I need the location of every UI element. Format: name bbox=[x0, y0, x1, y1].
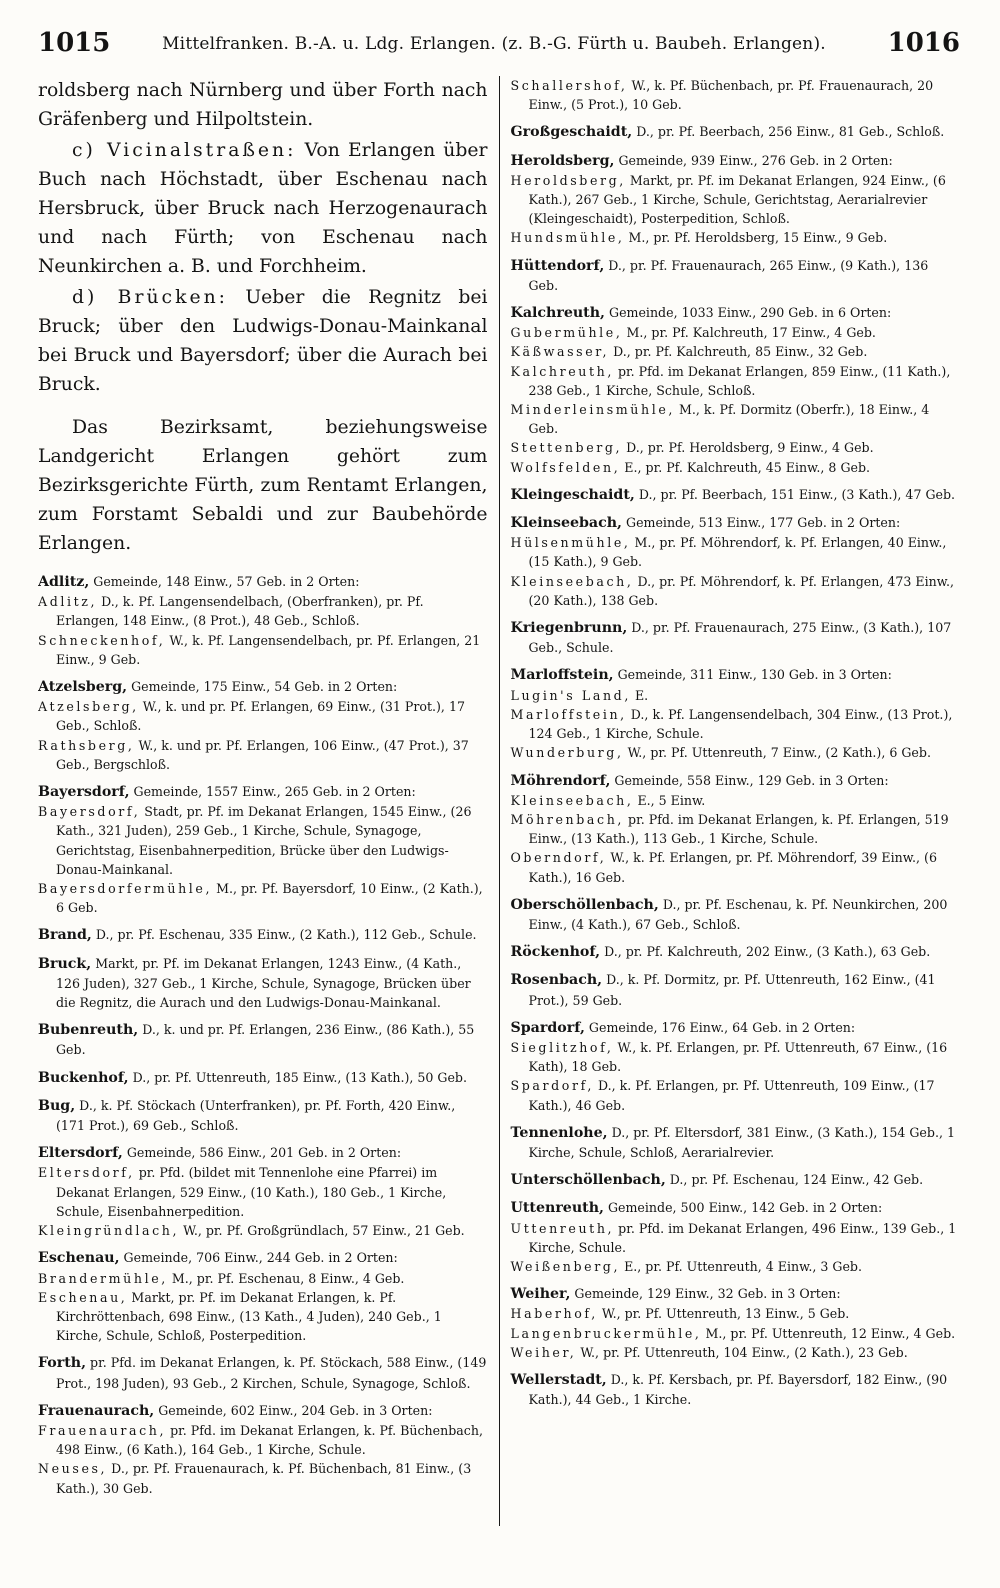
locality-name: Neuses, bbox=[38, 1461, 108, 1477]
locality-line bbox=[511, 686, 961, 705]
gazetteer-entry bbox=[511, 485, 961, 505]
locality-name: Schallershof, bbox=[510, 78, 628, 93]
entry-heading bbox=[38, 1248, 488, 1268]
municipality-name: Tennenlohe, bbox=[510, 1124, 608, 1141]
locality-info: W., k. Pf. Langensendelbach, pr. Pf. Erlangen, 21 Einw., 9 Geb. bbox=[56, 632, 481, 667]
gazetteer-entry bbox=[511, 303, 961, 477]
left-column bbox=[38, 76, 499, 1526]
entry-heading bbox=[38, 572, 488, 592]
locality-name: Kleinseebach, bbox=[510, 792, 634, 808]
entry-heading bbox=[38, 1401, 488, 1421]
municipality-name: Wellerstadt, bbox=[510, 1371, 607, 1388]
municipality-name: Oberschöllenbach, bbox=[510, 896, 659, 913]
gazetteer-entry bbox=[511, 76, 961, 114]
municipality-name: Eltersdorf, bbox=[38, 1145, 123, 1162]
entry-heading bbox=[38, 1096, 488, 1135]
municipality-info: Markt, pr. Pf. im Dekanat Erlangen, 1243 Einw., (4 Kath., 126 Juden), 327 Geb., 1 Kirche, Schule, Synagoge, Brücken über die Regnitz, die Aurach und den Ludwigs-Donau-Mainkanal. bbox=[56, 955, 471, 1011]
locality-name: Lugin's Land, bbox=[510, 687, 631, 703]
entries-left bbox=[38, 572, 488, 1498]
locality-info: E., pr. Pf. Uttenreuth, 4 Einw., 3 Geb. bbox=[620, 1258, 862, 1274]
locality-line bbox=[511, 1257, 961, 1276]
locality-name: Uttenreuth, bbox=[510, 1220, 615, 1236]
entry-heading bbox=[38, 1143, 488, 1163]
locality-info: D., pr. Pf. Möhrendorf, k. Pf. Erlangen, 473 Einw., (20 Kath.), 138 Geb. bbox=[528, 573, 955, 608]
municipality-name: Weiher, bbox=[510, 1286, 571, 1303]
gazetteer-entry bbox=[38, 954, 488, 1013]
locality-line bbox=[511, 458, 961, 477]
entries-right bbox=[511, 76, 961, 1409]
locality-name: Bayersdorf, bbox=[38, 804, 141, 820]
locality-info: W., k. und pr. Pf. Erlangen, 69 Einw., (31 Prot.), 17 Geb., Schloß. bbox=[56, 699, 465, 734]
entry-heading bbox=[511, 1123, 961, 1162]
municipality-name: Bruck, bbox=[38, 955, 92, 972]
locality-name: Minderleinsmühle, bbox=[510, 402, 675, 418]
locality-line bbox=[511, 705, 961, 743]
entry-heading bbox=[511, 485, 961, 505]
locality-info: Stadt, pr. Pf. im Dekanat Erlangen, 1545 Einw., (26 Kath., 321 Juden), 259 Geb., 1 Kirche, Schule, Synagoge, Gerichtstag, Eisenbahnerpedition, Brücke über den Ludwigs-Donau-Mainkanal. bbox=[56, 804, 472, 877]
locality-name: Kleinseebach, bbox=[510, 573, 634, 589]
municipality-info: Gemeinde, 1033 Einw., 290 Geb. in 6 Orten: bbox=[605, 305, 892, 321]
municipality-name: Kleingeschaidt, bbox=[510, 486, 635, 503]
locality-line bbox=[511, 171, 961, 229]
municipality-info: D., k. Pf. Dormitz, pr. Pf. Uttenreuth, 162 Einw., (41 Prot.), 59 Geb. bbox=[528, 972, 936, 1008]
locality-line bbox=[38, 879, 488, 917]
two-column-body bbox=[38, 76, 960, 1526]
municipality-name: Kalchreuth, bbox=[510, 305, 605, 322]
locality-info: E., 5 Einw. bbox=[633, 792, 706, 808]
locality-info: M., pr. Pf. Eschenau, 8 Einw., 4 Geb. bbox=[167, 1270, 405, 1286]
locality-name: Marloffstein, bbox=[510, 706, 627, 722]
entry-heading bbox=[511, 1370, 961, 1409]
entry-heading bbox=[511, 665, 961, 685]
municipality-info: D., pr. Pf. Eltersdorf, 381 Einw., (3 Kath.), 154 Geb., 1 Kirche, Schule, Schloß, Aerarialrevier. bbox=[528, 1124, 955, 1160]
locality-line bbox=[511, 76, 961, 114]
locality-name: Weiher, bbox=[510, 1344, 577, 1360]
locality-name: Eschenau, bbox=[38, 1289, 128, 1305]
gazetteer-entry bbox=[38, 1068, 488, 1088]
locality-info: W., k. Pf. Erlangen, pr. Pf. Uttenreuth, 67 Einw., (16 Kath), 18 Geb. bbox=[528, 1039, 948, 1075]
locality-info: Markt, pr. Pf. im Dekanat Erlangen, k. Pf. Kirchröttenbach, 698 Einw., (13 Kath., 4 Juden), 240 Geb., 1 Kirche, Schule, Schloß, Posterpedition. bbox=[56, 1289, 442, 1344]
locality-info: D., pr. Pf. Frauenaurach, k. Pf. Büchenbach, 81 Einw., (3 Kath.), 30 Geb. bbox=[56, 1461, 472, 1496]
locality-name: Langenbruckermühle, bbox=[510, 1325, 702, 1341]
municipality-info: Gemeinde, 939 Einw., 276 Geb. in 2 Orten: bbox=[614, 152, 893, 168]
locality-line bbox=[511, 572, 961, 610]
locality-line bbox=[511, 438, 961, 457]
gazetteer-entry bbox=[38, 1143, 488, 1240]
municipality-info: D., pr. Pf. Frauenaurach, 275 Einw., (3 Kath.), 107 Geb., Schule. bbox=[528, 620, 952, 656]
municipality-info: D., pr. Pf. Eschenau, 335 Einw., (2 Kath.), 112 Geb., Schule. bbox=[91, 927, 477, 943]
entry-heading bbox=[38, 1353, 488, 1392]
locality-line bbox=[511, 810, 961, 848]
gazetteer-entry bbox=[511, 1018, 961, 1115]
municipality-info: Gemeinde, 513 Einw., 177 Geb. in 2 Orten: bbox=[622, 515, 901, 531]
municipality-name: Brand, bbox=[38, 927, 92, 944]
locality-info: D., k. Pf. Langensendelbach, (Oberfranken), pr. Pf. Erlangen, 148 Einw., (8 Prot.), 48 Geb., Schloß. bbox=[56, 594, 424, 629]
locality-line bbox=[511, 228, 961, 247]
locality-line bbox=[511, 1076, 961, 1114]
entry-heading bbox=[511, 151, 961, 171]
locality-line bbox=[511, 1343, 961, 1362]
locality-name: Rathsberg, bbox=[38, 737, 135, 753]
gazetteer-entry bbox=[511, 942, 961, 962]
gazetteer-entry bbox=[38, 1401, 488, 1498]
locality-info: W., pr. Pf. Uttenreuth, 13 Einw., 5 Geb. bbox=[597, 1306, 850, 1322]
municipality-name: Rosenbach, bbox=[510, 972, 603, 989]
locality-name: Adlitz, bbox=[38, 594, 98, 610]
locality-name: Schneckenhof, bbox=[38, 632, 166, 648]
municipality-name: Kleinseebach, bbox=[510, 515, 622, 532]
locality-name: Kleingründlach, bbox=[38, 1223, 180, 1239]
locality-name: Hülsenmühle, bbox=[510, 535, 631, 551]
municipality-name: Kriegenbrunn, bbox=[510, 620, 628, 637]
locality-line bbox=[511, 848, 961, 886]
entry-heading bbox=[38, 782, 488, 802]
municipality-info: Gemeinde, 558 Einw., 129 Geb. in 3 Orten: bbox=[610, 772, 889, 788]
locality-info: D., k. Pf. Langensendelbach, 304 Einw., (13 Prot.), 124 Geb., 1 Kirche, Schule. bbox=[528, 706, 953, 742]
municipality-info: Gemeinde, 175 Einw., 54 Geb. in 2 Orten: bbox=[127, 679, 398, 695]
municipality-name: Frauenaurach, bbox=[38, 1402, 155, 1419]
gazetteer-entry bbox=[511, 1198, 961, 1276]
gazetteer-entry bbox=[511, 1170, 961, 1190]
gazetteer-entry bbox=[38, 572, 488, 669]
gazetteer-entry bbox=[511, 151, 961, 248]
locality-name: Eltersdorf, bbox=[38, 1165, 135, 1181]
municipality-info: D., k. Pf. Stöckach (Unterfranken), pr. Pf. Forth, 420 Einw., (171 Prot.), 69 Geb., Schloß. bbox=[56, 1097, 456, 1134]
locality-info: D., pr. Pf. Kalchreuth, 85 Einw., 32 Geb. bbox=[609, 344, 868, 360]
locality-name: Atzelsberg, bbox=[38, 699, 139, 715]
locality-name: Sieglitzhof, bbox=[510, 1039, 614, 1055]
intro-text bbox=[38, 76, 488, 558]
municipality-name: Marloffstein, bbox=[510, 667, 614, 684]
municipality-name: Atzelsberg, bbox=[38, 679, 128, 696]
locality-line bbox=[511, 791, 961, 810]
gazetteer-entry bbox=[511, 665, 961, 762]
page-header bbox=[38, 28, 960, 76]
locality-info: pr. Pfd. im Dekanat Erlangen, k. Pf. Büchenbach, 498 Einw., (6 Kath.), 164 Geb., 1 Kirche, Schule. bbox=[56, 1422, 483, 1458]
entry-heading bbox=[38, 925, 488, 945]
municipality-name: Großgeschaidt, bbox=[510, 124, 633, 141]
intro-paragraph: roldsberg nach Nürnberg und über Forth nach Gräfenberg und Hilpoltstein. bbox=[38, 80, 488, 130]
locality-info: W., pr. Pf. Uttenreuth, 7 Einw., (2 Kath.), 6 Geb. bbox=[623, 745, 931, 761]
gazetteer-entry bbox=[511, 122, 961, 142]
municipality-name: Uttenreuth, bbox=[510, 1200, 604, 1217]
locality-info: D., pr. Pf. Heroldsberg, 9 Einw., 4 Geb. bbox=[622, 440, 874, 456]
municipality-info: Gemeinde, 311 Einw., 130 Geb. in 3 Orten: bbox=[613, 667, 892, 683]
gazetteer-entry bbox=[511, 1284, 961, 1362]
entry-heading bbox=[38, 677, 488, 697]
locality-line bbox=[511, 533, 961, 571]
gazetteer-entry bbox=[511, 1370, 961, 1409]
gazetteer-entry bbox=[38, 1248, 488, 1345]
locality-info: W., k. Pf. Büchenbach, pr. Pf. Frauenaurach, 20 Einw., (5 Prot.), 10 Geb. bbox=[528, 78, 934, 113]
municipality-info: Gemeinde, 500 Einw., 142 Geb. in 2 Orten: bbox=[603, 1200, 883, 1216]
municipality-name: Spardorf, bbox=[510, 1019, 585, 1036]
locality-name: Heroldsberg, bbox=[510, 172, 626, 188]
municipality-name: Adlitz, bbox=[38, 574, 90, 590]
intro-paragraph: c) Vicinalstraßen: Von Erlangen über Buch nach Höchstadt, über Eschenau nach Hersbruck, über Bruck nach Herzogenaurach und nach Fürth; von Eschenau nach Neunkirchen a. B. und Forchheim. bbox=[38, 140, 488, 277]
municipality-name: Buckenhof, bbox=[38, 1069, 129, 1086]
locality-line bbox=[38, 1288, 488, 1346]
locality-line bbox=[38, 592, 488, 630]
locality-line bbox=[511, 362, 961, 400]
entry-heading bbox=[511, 303, 961, 323]
municipality-info: D., pr. Pf. Eschenau, k. Pf. Neunkirchen, 200 Einw., (4 Kath.), 67 Geb., Schloß. bbox=[528, 896, 948, 932]
locality-info: M., pr. Pf. Kalchreuth, 17 Einw., 4 Geb. bbox=[622, 325, 876, 341]
locality-name: Möhrenbach, bbox=[510, 811, 625, 827]
locality-info: W., k. Pf. Erlangen, pr. Pf. Möhrendorf, 39 Einw., (6 Kath.), 16 Geb. bbox=[528, 850, 937, 885]
municipality-name: Forth, bbox=[38, 1355, 87, 1372]
locality-info: M., pr. Pf. Heroldsberg, 15 Einw., 9 Geb. bbox=[624, 230, 888, 246]
locality-info: M., pr. Pf. Uttenreuth, 12 Einw., 4 Geb. bbox=[701, 1325, 956, 1341]
locality-info: D., k. Pf. Erlangen, pr. Pf. Uttenreuth, 109 Einw., (17 Kath.), 46 Geb. bbox=[528, 1078, 935, 1113]
municipality-info: Gemeinde, 176 Einw., 64 Geb. in 2 Orten: bbox=[584, 1019, 856, 1035]
locality-info: pr. Pfd. im Dekanat Erlangen, k. Pf. Erlangen, 519 Einw., (13 Kath.), 113 Geb., 1 Kirche, Schule. bbox=[528, 811, 949, 847]
locality-name: Brandermühle, bbox=[38, 1270, 168, 1286]
locality-info: M., k. Pf. Dormitz (Oberfr.), 18 Einw., 4 Geb. bbox=[528, 402, 930, 437]
entry-heading bbox=[38, 1020, 488, 1059]
gazetteer-entry bbox=[511, 1123, 961, 1162]
right-column bbox=[500, 76, 961, 1526]
locality-info: W., pr. Pf. Uttenreuth, 104 Einw., (2 Kath.), 23 Geb. bbox=[576, 1344, 908, 1360]
gazetteer-entry bbox=[38, 1353, 488, 1392]
gazetteer-entry bbox=[38, 782, 488, 917]
entry-heading bbox=[511, 1018, 961, 1038]
running-title: Mittelfranken. B.-A. u. Ldg. Erlangen. (z. B.-G. Fürth u. Baubeh. Erlangen). bbox=[162, 34, 826, 54]
municipality-info: D., pr. Pf. Frauenaurach, 265 Einw., (9 Kath.), 136 Geb. bbox=[528, 257, 929, 293]
intro-paragraph: d) Brücken: Ueber die Regnitz bei Bruck; über den Ludwigs-Donau-Mainkanal bei Bruck und Bayersdorf; über die Aurach bei Bruck. bbox=[38, 287, 488, 395]
locality-line bbox=[511, 1219, 961, 1257]
locality-info: E., pr. Pf. Kalchreuth, 45 Einw., 8 Geb. bbox=[620, 459, 871, 475]
locality-line bbox=[38, 1421, 488, 1459]
municipality-name: Unterschöllenbach, bbox=[510, 1172, 666, 1189]
locality-line bbox=[38, 802, 488, 879]
locality-name: Wolfsfelden, bbox=[510, 459, 621, 475]
locality-line bbox=[511, 342, 961, 361]
locality-name: Hundsmühle, bbox=[510, 230, 625, 246]
municipality-info: Gemeinde, 602 Einw., 204 Geb. in 3 Orten: bbox=[154, 1402, 433, 1418]
page-number-left: 1015 bbox=[38, 28, 111, 58]
locality-info: W., pr. Pf. Großgründlach, 57 Einw., 21 Geb. bbox=[179, 1223, 465, 1239]
entry-heading bbox=[511, 771, 961, 791]
locality-info: pr. Pfd. (bildet mit Tennenlohe eine Pfarrei) im Dekanat Erlangen, 529 Einw., (10 Kath.), 180 Geb., 1 Kirche, Schule, Eisenbahnerpedition. bbox=[56, 1165, 447, 1219]
entry-heading bbox=[511, 1284, 961, 1304]
municipality-info: Gemeinde, 1557 Einw., 265 Geb. in 2 Orten: bbox=[129, 784, 416, 800]
municipality-name: Möhrendorf, bbox=[510, 772, 611, 789]
municipality-info: D., pr. Pf. Eschenau, 124 Einw., 42 Geb. bbox=[665, 1172, 924, 1188]
locality-line bbox=[511, 743, 961, 762]
municipality-info: D., pr. Pf. Kalchreuth, 202 Einw., (3 Kath.), 63 Geb. bbox=[600, 944, 931, 960]
intro-paragraph: Das Bezirksamt, beziehungsweise Landgericht Erlangen gehört zum Bezirksgerichte Fürth, zum Rentamt Erlangen, zum Forstamt Sebaldi und zur Baubehörde Erlangen. bbox=[38, 417, 488, 554]
locality-info: W., k. und pr. Pf. Erlangen, 106 Einw., (47 Prot.), 37 Geb., Bergschloß. bbox=[56, 737, 469, 772]
gazetteer-entry bbox=[38, 677, 488, 774]
municipality-info: D., pr. Pf. Beerbach, 151 Einw., (3 Kath.), 47 Geb. bbox=[634, 486, 956, 502]
municipality-info: Gemeinde, 129 Einw., 32 Geb. in 3 Orten: bbox=[570, 1286, 841, 1302]
gazetteer-entry bbox=[38, 1096, 488, 1135]
locality-name: Oberndorf, bbox=[510, 850, 607, 866]
locality-name: Haberhof, bbox=[510, 1306, 598, 1322]
municipality-info: D., k. und pr. Pf. Erlangen, 236 Einw., (86 Kath.), 55 Geb. bbox=[56, 1022, 475, 1058]
municipality-name: Bayersdorf, bbox=[38, 784, 130, 801]
gazetteer-entry bbox=[511, 970, 961, 1009]
locality-name: Weißenberg, bbox=[510, 1258, 621, 1274]
locality-info: E. bbox=[630, 687, 649, 703]
municipality-info: D., k. Pf. Kersbach, pr. Pf. Bayersdorf, 182 Einw., (90 Kath.), 44 Geb., 1 Kirche. bbox=[528, 1371, 948, 1408]
entry-heading bbox=[511, 970, 961, 1009]
locality-line bbox=[38, 1459, 488, 1497]
gazetteer-entry bbox=[38, 925, 488, 945]
municipality-name: Bug, bbox=[38, 1097, 76, 1114]
municipality-name: Hüttendorf, bbox=[510, 257, 605, 274]
gazetteer-entry bbox=[511, 618, 961, 657]
locality-name: Bayersdorfermühle, bbox=[38, 881, 213, 897]
municipality-info: Gemeinde, 148 Einw., 57 Geb. in 2 Orten: bbox=[89, 574, 360, 589]
locality-line bbox=[511, 1304, 961, 1323]
municipality-info: pr. Pfd. im Dekanat Erlangen, k. Pf. Stöckach, 588 Einw., (149 Prot., 198 Juden), 93 Geb., 2 Kirchen, Schule, Synagoge, Schloß. bbox=[56, 1355, 487, 1391]
entry-heading bbox=[511, 895, 961, 934]
page-number-right: 1016 bbox=[887, 28, 960, 58]
locality-name: Gubermühle, bbox=[510, 325, 623, 341]
gazetteer-entry bbox=[38, 1020, 488, 1059]
municipality-name: Röckenhof, bbox=[510, 944, 601, 961]
entry-heading bbox=[511, 618, 961, 657]
locality-name: Kalchreuth, bbox=[510, 363, 614, 379]
locality-line bbox=[511, 323, 961, 342]
entry-heading bbox=[38, 1068, 488, 1088]
locality-name: Spardorf, bbox=[510, 1078, 594, 1094]
locality-info: pr. Pfd. im Dekanat Erlangen, 859 Einw., (11 Kath.), 238 Geb., 1 Kirche, Schule, Schloß. bbox=[528, 363, 951, 398]
locality-info: M., pr. Pf. Möhrendorf, k. Pf. Erlangen, 40 Einw., (15 Kath.), 9 Geb. bbox=[528, 535, 947, 570]
municipality-info: Gemeinde, 706 Einw., 244 Geb. in 2 Orten: bbox=[119, 1250, 398, 1266]
municipality-info: Gemeinde, 586 Einw., 201 Geb. in 2 Orten: bbox=[122, 1145, 402, 1161]
locality-info: pr. Pfd. im Dekanat Erlangen, 496 Einw., 139 Geb., 1 Kirche, Schule. bbox=[528, 1220, 957, 1255]
locality-line bbox=[511, 400, 961, 438]
entry-heading bbox=[511, 256, 961, 295]
locality-info: Markt, pr. Pf. im Dekanat Erlangen, 924 Einw., (6 Kath.), 267 Geb., 1 Kirche, Schule, Gerichtstag, Aerarialrevier (Kleingeschaidt), Posterpedition, Schloß. bbox=[528, 172, 946, 227]
municipality-name: Eschenau, bbox=[38, 1250, 120, 1267]
municipality-info: D., pr. Pf. Beerbach, 256 Einw., 81 Geb., Schloß. bbox=[632, 124, 945, 140]
locality-info: M., pr. Pf. Bayersdorf, 10 Einw., (2 Kath.), 6 Geb. bbox=[56, 881, 483, 916]
gazetteer-entry bbox=[511, 895, 961, 934]
locality-line bbox=[38, 631, 488, 669]
entry-heading bbox=[38, 954, 488, 1013]
gazetteer-entry bbox=[511, 256, 961, 295]
locality-name: Wunderburg, bbox=[510, 745, 624, 761]
entry-heading bbox=[511, 1170, 961, 1190]
municipality-info: D., pr. Pf. Uttenreuth, 185 Einw., (13 Kath.), 50 Geb. bbox=[128, 1069, 467, 1085]
locality-line bbox=[38, 1269, 488, 1288]
locality-line bbox=[511, 1324, 961, 1343]
locality-name: Frauenaurach, bbox=[38, 1422, 167, 1438]
locality-line bbox=[38, 1163, 488, 1221]
municipality-name: Bubenreuth, bbox=[38, 1022, 139, 1039]
entry-heading bbox=[511, 942, 961, 962]
entry-heading bbox=[511, 1198, 961, 1218]
entry-heading bbox=[511, 513, 961, 533]
locality-line bbox=[38, 697, 488, 735]
locality-name: Käßwasser, bbox=[510, 344, 610, 360]
locality-line bbox=[38, 1221, 488, 1240]
gazetteer-entry bbox=[511, 771, 961, 887]
gazetteer-entry bbox=[511, 513, 961, 610]
entry-heading bbox=[511, 122, 961, 142]
locality-line bbox=[511, 1038, 961, 1076]
locality-line bbox=[38, 736, 488, 774]
municipality-name: Heroldsberg, bbox=[510, 152, 615, 169]
locality-name: Stettenberg, bbox=[510, 440, 623, 456]
